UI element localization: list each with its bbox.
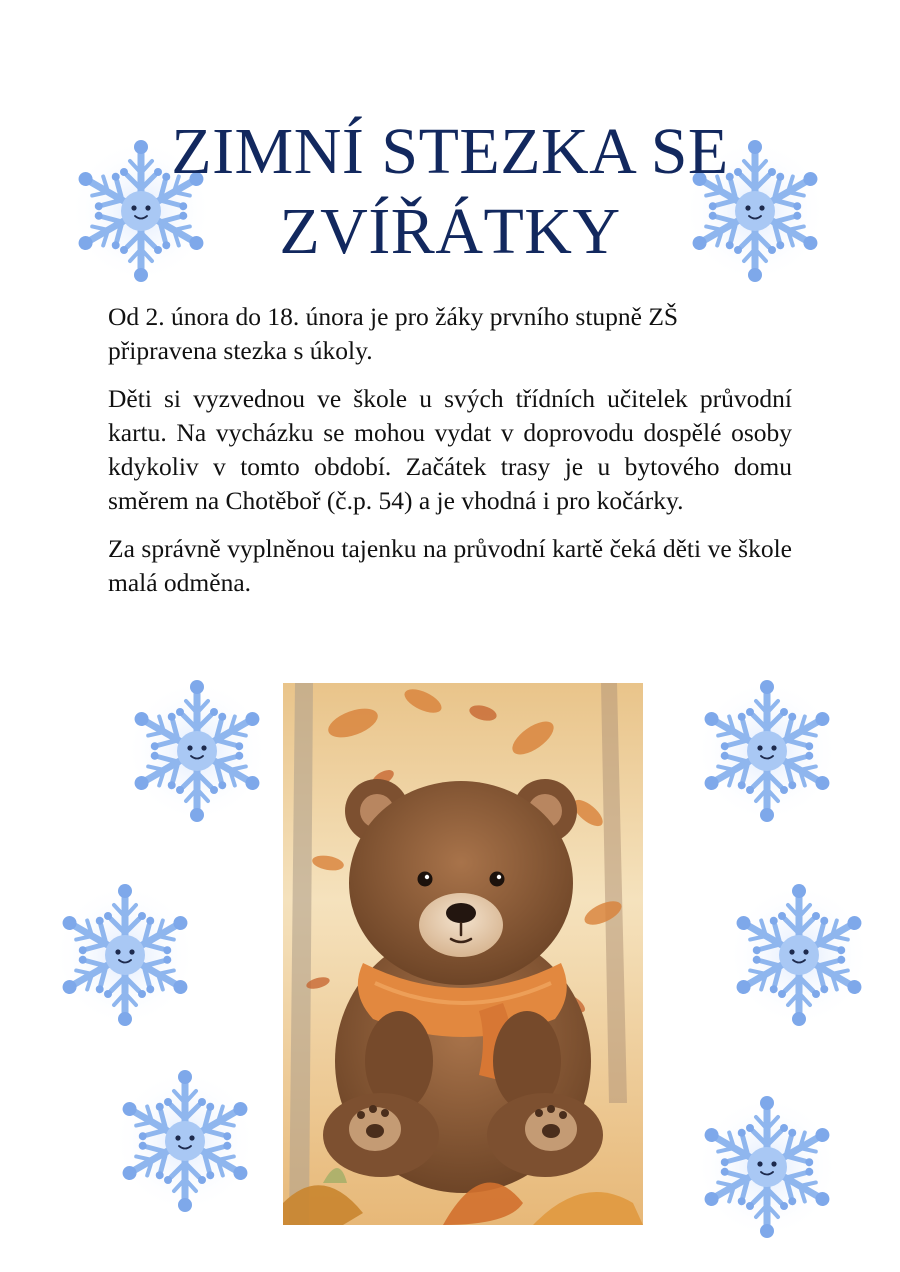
page-title [0,112,900,272]
snowflake-icon [50,880,200,1030]
title-line-2: ZVÍŘÁTKY [279,195,621,268]
announcement-text [108,300,792,614]
snowflake-icon [692,676,842,826]
snowflake-icon [110,1066,260,1216]
snowflake-icon [724,880,874,1030]
paragraph-instructions: Děti si vyzvednou ve škole u svých třídních učitelek průvodní kartu. Na vycházku se mohou vydat v doprovodu dospělé osoby kdykoliv v tomto období. Začátek trasy je u bytového domu směrem na Chotěboř (č.p. 54) a je vhodná i pro kočárky. [108,384,792,515]
paragraph-dates: Od 2. února do 18. února je pro žáky prvního stupně ZŠ připravena stezka s úkoly. [108,302,679,365]
title-line-1: ZIMNÍ STEZKA SE [171,115,729,188]
paragraph-reward: Za správně vyplněnou tajenku na průvodní kartě čeká děti ve škole malá odměna. [108,534,792,597]
snowflake-icon [122,676,272,826]
snowflake-icon [692,1092,842,1242]
bear-illustration [283,683,643,1225]
